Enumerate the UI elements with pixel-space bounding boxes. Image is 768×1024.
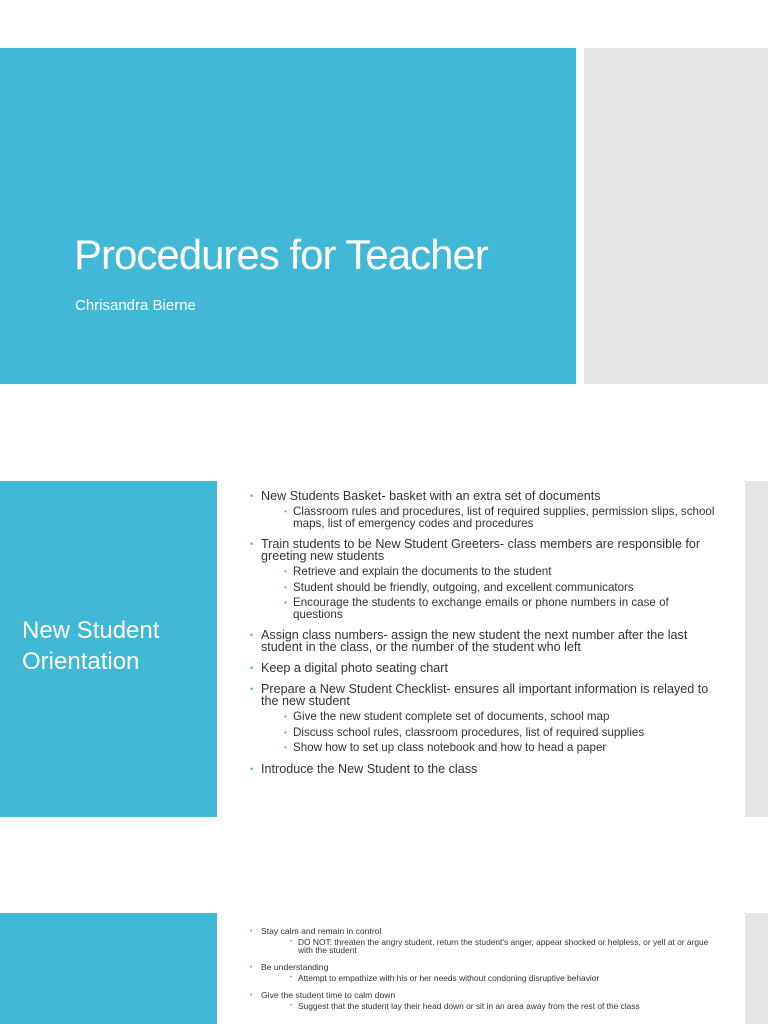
slide-new-student-orientation — [0, 481, 768, 817]
presentation-title: Procedures for Teacher — [74, 231, 488, 278]
bullet-dot-icon: • — [250, 992, 253, 999]
bullet-dot-icon: • — [250, 663, 254, 673]
sub-bullet-item — [284, 566, 720, 578]
bullet-item — [250, 662, 720, 674]
bullet-dot-icon: • — [250, 491, 254, 501]
bullet-dot-icon: • — [250, 763, 254, 774]
bullet-text: Be understanding — [261, 962, 329, 972]
bullet-dot-icon: • — [284, 743, 287, 752]
slide-title-panel — [0, 913, 217, 1024]
sub-bullet-list — [290, 974, 720, 982]
sub-bullet-item — [290, 974, 720, 982]
sub-bullet-item — [290, 1002, 720, 1010]
sub-bullet-list — [284, 566, 720, 620]
sub-bullet-item — [284, 711, 720, 723]
bullet-item — [250, 991, 720, 1010]
bullet-dot-icon: • — [250, 964, 253, 971]
sub-bullet-text: Discuss school rules, classroom procedures, list of required supplies — [293, 725, 645, 739]
sub-bullet-text: Retrieve and explain the documents to the student — [293, 565, 552, 578]
sub-bullet-text: Student should be friendly, outgoing, and excellent communicators — [293, 580, 634, 594]
sub-bullet-list — [290, 1002, 720, 1010]
sub-bullet-item — [284, 506, 720, 529]
bullet-item — [250, 763, 720, 775]
bullet-dot-icon: • — [250, 539, 254, 549]
sub-bullet-item — [284, 597, 720, 620]
sub-bullet-list — [284, 711, 720, 754]
title-side-panel — [584, 48, 768, 384]
sub-bullet-text: Show how to set up class notebook and how to head a paper — [293, 741, 607, 754]
bullet-dot-icon: • — [284, 507, 287, 516]
bullet-item — [250, 683, 720, 754]
bullet-dot-icon: • — [290, 975, 293, 981]
sub-bullet-item — [290, 938, 720, 954]
bullet-text: Stay calm and remain in control — [261, 926, 382, 936]
slide-title-panel — [0, 481, 217, 817]
sub-bullet-text: Encourage the students to exchange emails or phone numbers in case of questions — [293, 596, 669, 621]
bullet-item — [250, 629, 720, 653]
bullet-dot-icon: • — [250, 928, 253, 935]
bullet-list — [250, 490, 720, 784]
title-slide — [0, 48, 768, 384]
sub-bullet-text: Classroom rules and procedures, list of required supplies, permission slips, school maps, list of emergency codes and procedures — [293, 505, 715, 530]
bullet-dot-icon: • — [290, 939, 293, 945]
bullet-item — [250, 927, 720, 954]
slide-side-strip — [745, 481, 768, 817]
sub-bullet-list — [284, 506, 720, 529]
sub-bullet-item — [284, 742, 720, 754]
bullet-text: New Students Basket- basket with an extra set of documents — [261, 489, 601, 503]
title-panel — [0, 48, 576, 384]
sub-bullet-list — [290, 938, 720, 954]
sub-bullet-text: Suggest that the student lay their head down or sit in an area away from the rest of the class — [298, 1001, 640, 1011]
bullet-dot-icon: • — [284, 567, 287, 576]
sub-bullet-text: DO NOT: threaten the angry student, return the student's anger, appear shocked or helpless, or yell at or argue with the student — [298, 937, 709, 955]
bullet-dot-icon: • — [290, 1003, 293, 1009]
bullet-dot-icon: • — [284, 712, 287, 721]
slide-side-strip — [745, 913, 768, 1024]
bullet-list — [250, 927, 720, 1019]
sub-bullet-text: Attempt to empathize with his or her needs without condoning disruptive behavior — [298, 973, 600, 983]
bullet-item — [250, 538, 720, 620]
sub-bullet-item — [284, 727, 720, 739]
bullet-text: Give the student time to calm down — [261, 990, 396, 1000]
bullet-text: Assign class numbers- assign the new student the next number after the last student in the class, or the number of the student who left — [261, 628, 688, 654]
sub-bullet-text: Give the new student complete set of documents, school map — [293, 710, 610, 723]
bullet-dot-icon: • — [284, 727, 287, 737]
bullet-item — [250, 490, 720, 529]
presentation-author: Chrisandra Bierne — [75, 297, 196, 314]
slide-angry-student — [0, 913, 768, 1024]
bullet-text: Introduce the New Student to the class — [261, 761, 478, 776]
bullet-dot-icon: • — [250, 684, 254, 694]
slide-title: New Student Orientation — [22, 617, 160, 675]
bullet-dot-icon: • — [284, 598, 287, 607]
bullet-dot-icon: • — [250, 630, 254, 640]
bullet-text: Keep a digital photo seating chart — [261, 661, 448, 675]
bullet-item — [250, 963, 720, 982]
bullet-text: Train students to be New Student Greeters- class members are responsible for greeting new students — [261, 537, 701, 563]
bullet-dot-icon: • — [284, 582, 287, 592]
bullet-text: Prepare a New Student Checklist- ensures all important information is relayed to the new student — [261, 682, 709, 708]
sub-bullet-item — [284, 582, 720, 594]
